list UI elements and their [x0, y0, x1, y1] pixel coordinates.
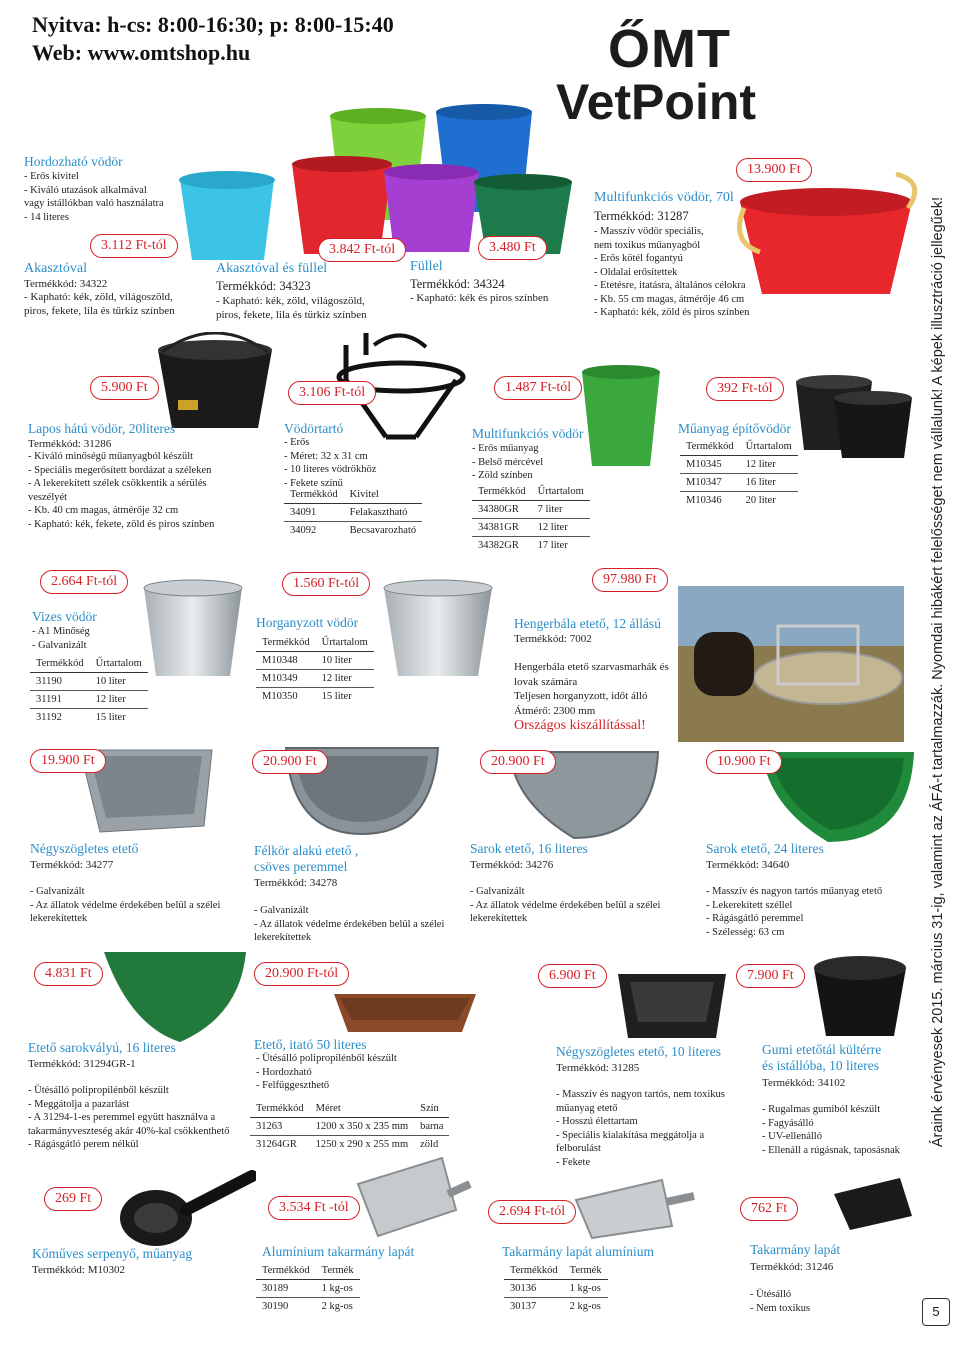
price-badge: 2.694 Ft-tól — [488, 1200, 576, 1224]
table-cell: 12 liter — [740, 456, 798, 474]
price-badge: 3.112 Ft-tól — [90, 234, 178, 258]
table-cell: 34091 — [284, 504, 344, 522]
product-code: Termékkód: 31285 — [556, 1062, 640, 1074]
green-corner-feeder-photo — [758, 746, 918, 846]
product-bullets: - Kapható: kék, zöld, világoszöld, piros, fekete, lila és türkiz színben — [216, 295, 367, 321]
product-code: Termékkód: 34322 — [24, 278, 108, 290]
product-code: Termékkód: 31286 — [28, 438, 112, 450]
product-bullets: - Kapható: kék, zöld, világoszöld, piros, fekete, lila és türkiz színben — [24, 291, 175, 317]
table-cell: 1250 x 290 x 255 mm — [315, 1139, 409, 1150]
table-cell: 12 liter — [532, 519, 590, 537]
table-cell: 34381GR — [472, 519, 532, 537]
price-badge: 1.560 Ft-tól — [282, 572, 370, 596]
product-title: Takarmány lapát alumínium — [502, 1244, 655, 1259]
table-row — [256, 652, 374, 670]
table-row — [680, 474, 798, 492]
price-badge: 3.480 Ft — [478, 236, 547, 260]
table-header-cell: Termékkód — [284, 486, 344, 504]
price-badge: 392 Ft-tól — [706, 377, 784, 401]
price-badge: 3.106 Ft-tól — [288, 381, 376, 405]
product-bullets: - Erős műanyag - Belső mércével - Zöld színben — [472, 443, 544, 481]
price-badge: 20.900 Ft — [480, 750, 556, 774]
price-badge: 1.487 Ft-tól — [494, 376, 582, 400]
variant-table — [284, 486, 422, 539]
table-row — [680, 492, 798, 510]
product-title: Vödörtartó — [284, 421, 344, 436]
table-row — [256, 688, 374, 706]
table-header-row — [30, 655, 148, 673]
green-corner-trough-photo — [100, 946, 250, 1046]
price-badge: 762 Ft — [740, 1197, 798, 1221]
product-code: Termékkód: 7002 — [514, 633, 592, 645]
table-cell: 34382GR — [478, 540, 519, 551]
table-row — [256, 670, 374, 688]
product-title: Hordozható vödör — [24, 154, 123, 169]
table-header-cell: Termékkód — [30, 655, 90, 673]
table-row — [30, 673, 148, 691]
mortar-pan-photo — [116, 1170, 256, 1250]
product-code: Termékkód: 34324 — [410, 277, 505, 291]
table-cell: 31263 — [250, 1118, 310, 1136]
table-row — [256, 1298, 360, 1316]
table-cell: 34380GR — [472, 501, 532, 519]
galvanized-bucket-photo — [138, 568, 248, 680]
variant-table — [472, 483, 590, 554]
table-header-cell: Űrtartalom — [740, 438, 798, 456]
product-title: Műanyag építővödör — [678, 421, 791, 436]
table-cell: 31190 — [30, 673, 90, 691]
table-header-cell: Termékkód — [256, 634, 316, 652]
validity-disclaimer — [908, 160, 952, 1200]
product-code: Termékkód: 34323 — [216, 279, 311, 293]
product-title: Takarmány lapát — [750, 1242, 841, 1257]
price-badge: 19.900 Ft — [30, 749, 106, 773]
price-badge: 4.831 Ft — [34, 962, 103, 986]
price-badge: 269 Ft — [44, 1187, 102, 1211]
product-title: Multifunkciós vödör, 70l — [594, 190, 734, 205]
aluminium-scoop-photo — [572, 1176, 696, 1240]
table-header-cell: Űrtartalom — [316, 634, 374, 652]
variant-table — [680, 438, 798, 509]
table-header-row — [472, 483, 590, 501]
table-cell: 1200 x 350 x 235 mm — [310, 1118, 414, 1136]
opening-hours: Nyitva: h-cs: 8:00-16:30; p: 8:00-15:40 — [32, 12, 394, 37]
product-bullets: - Masszív és nagyon tartós, nem toxikus műanyag etető - Hosszú élettartam - Speciális kialakítása meggátolja a felborulást - Fekete — [556, 1089, 725, 1168]
price-badge: 3.534 Ft -tól — [268, 1196, 360, 1220]
table-cell: 10 liter — [90, 673, 148, 691]
product-code: Termékkód: 34277 — [30, 859, 114, 871]
table-cell: 1 kg-os — [316, 1280, 360, 1298]
table-cell: zöld — [420, 1139, 439, 1150]
bucket-cyan — [179, 171, 275, 260]
table-cell: M10350 — [262, 691, 298, 702]
product-bullets: Hengerbála etető szarvasmarhák és lovak számára Teljesen horganyzott, időt álló Átmérő: 2300 mm — [514, 661, 669, 717]
table-header-row — [256, 634, 374, 652]
page-number: 5 — [922, 1298, 950, 1326]
product-code: Termékkód: 31287 — [594, 209, 689, 223]
table-cell: barna — [414, 1118, 449, 1136]
product-code: Termékkód: 34276 — [470, 859, 554, 871]
table-cell: 20 liter — [745, 495, 776, 506]
table-header-row — [680, 438, 798, 456]
table-header-cell: Termékkód — [256, 1262, 316, 1280]
table-row — [504, 1280, 608, 1298]
table-header-cell: Kivitel — [344, 486, 422, 504]
table-header-cell: Termék — [564, 1262, 608, 1280]
table-cell: 31192 — [36, 712, 62, 723]
table-cell: 2 kg-os — [321, 1301, 353, 1312]
product-title: Sarok etető, 24 literes — [706, 841, 824, 856]
product-title: Hengerbála etető, 12 állású — [514, 616, 661, 631]
black-building-buckets-photo — [790, 358, 920, 462]
table-header-cell: Termékkód — [680, 438, 740, 456]
table-header-row — [504, 1262, 608, 1280]
table-cell: 31264GR — [256, 1139, 297, 1150]
product-bullets: - Masszív és nagyon tartós műanyag etető - Lekerekített széllel - Rágásgátló peremmel - Szélesség: 63 cm — [706, 886, 883, 938]
product-title: Négyszögletes etető — [30, 841, 139, 856]
product-title: Multifunkciós vödör — [472, 426, 584, 441]
table-header-cell: Űrtartalom — [532, 483, 590, 501]
table-cell: M10347 — [680, 474, 740, 492]
table-header-cell: Szín — [414, 1100, 449, 1118]
black-square-feeder-photo — [612, 964, 732, 1044]
product-title: Négyszögletes etető, 10 literes — [556, 1044, 721, 1059]
table-row — [472, 519, 590, 537]
product-title: Etető sarokvályú, 16 literes — [28, 1040, 176, 1055]
table-row — [284, 522, 422, 540]
product-bullets: - Erős - Méret: 32 x 31 cm - 10 literes vödrökhöz - Fekete színű — [284, 437, 377, 489]
table-cell: 15 liter — [95, 712, 126, 723]
table-cell: Felakasztható — [344, 504, 422, 522]
product-title: Félkör alakú etető , csöves peremmel — [254, 843, 359, 874]
variant-table — [250, 1100, 449, 1153]
product-bullets: - Galvanizált - Az állatok védelme érdekében belül a szélei lekerekítettek — [470, 886, 661, 924]
price-badge: 2.664 Ft-tól — [40, 570, 128, 594]
rubber-bowl-photo — [810, 950, 910, 1040]
price-badge: 97.980 Ft — [592, 568, 668, 592]
table-cell: 16 liter — [740, 474, 798, 492]
product-code: Termékkód: 34640 — [706, 859, 790, 871]
price-badge: 6.900 Ft — [538, 964, 607, 988]
table-row — [250, 1136, 449, 1154]
table-row — [30, 691, 148, 709]
table-cell: 1 kg-os — [564, 1280, 608, 1298]
table-cell: M10345 — [680, 456, 740, 474]
table-header-row — [284, 486, 422, 504]
table-cell: 30190 — [262, 1301, 289, 1312]
product-bullets: - Galvanizált - Az állatok védelme érdekében belül a szélei lekerekítettek — [254, 905, 445, 943]
table-cell: M10349 — [256, 670, 316, 688]
disclaimer-text: Áraink érvényesek 2015. március 31-ig, valamint az ÁFÁ-t tartalmazzák. Nyomdai hibákért felelősséget nem vállalunk! A képek illusztráció jellegűek! — [930, 196, 946, 1148]
product-title: Füllel — [410, 259, 443, 274]
table-header-cell: Méret — [310, 1100, 414, 1118]
variant-table — [256, 1262, 360, 1315]
logo-vetpoint: VetPoint — [556, 74, 757, 130]
table-header-cell: Űrtartalom — [90, 655, 148, 673]
price-badge: 10.900 Ft — [706, 750, 782, 774]
price-badge: 20.900 Ft — [252, 750, 328, 774]
table-cell: 12 liter — [90, 691, 148, 709]
table-cell: 15 liter — [321, 691, 352, 702]
table-header-cell: Termék — [316, 1262, 360, 1280]
aluminium-scoop-photo — [352, 1154, 472, 1240]
table-cell: 17 liter — [537, 540, 568, 551]
shipping-note: Országos kiszállítással! — [514, 718, 646, 733]
product-title: Kőműves serpenyő, műanyag — [32, 1246, 193, 1261]
product-bullets: - Erős kivitel - Kiváló utazások alkalmával vagy istállókban való használatra - 14 literes — [24, 171, 164, 223]
table-row — [250, 1118, 449, 1136]
price-badge: 7.900 Ft — [736, 964, 805, 988]
variant-table — [256, 634, 374, 705]
price-badge: 13.900 Ft — [736, 158, 812, 182]
price-badge: 5.900 Ft — [90, 376, 159, 400]
plastic-scoop-photo — [830, 1174, 918, 1234]
product-title: Gumi etetőtál kültérre és istállóba, 10 literes — [762, 1042, 882, 1073]
website-url[interactable]: Web: www.omtshop.hu — [32, 40, 251, 65]
black-flatback-bucket-photo — [150, 332, 280, 432]
table-row — [472, 501, 590, 519]
variant-table — [30, 655, 148, 726]
table-row — [284, 504, 422, 522]
product-bullets: - Ütésálló - Nem toxikus — [750, 1289, 811, 1314]
product-bullets: - Kiváló minőségű műanyagból készült - Speciális megerősített bordázat a széleken - A lekerekített szélek csökkentik a sérülés veszélyét - Kb. 40 cm magas, átmérője 32 cm - Kapható: kék, fekete, zöld és piros színben — [28, 451, 215, 530]
price-badge: 3.842 Ft-tól — [318, 238, 406, 262]
table-row — [504, 1298, 608, 1316]
product-title: Sarok etető, 16 literes — [470, 841, 588, 856]
table-cell: 34092 — [290, 525, 317, 536]
product-title: Horganyzott vödör — [256, 615, 359, 630]
product-title: Vizes vödör — [32, 609, 97, 624]
product-code: Termékkód: 31246 — [750, 1261, 834, 1273]
product-bullets: - A1 Minőség - Galvanizált — [32, 626, 90, 651]
product-title: Etető, itató 50 literes — [254, 1037, 367, 1052]
product-title: Akasztóval — [24, 261, 87, 276]
product-code: Termékkód: 31294GR-1 — [28, 1058, 136, 1070]
galvanized-bucket-photo — [378, 572, 498, 680]
product-title: Akasztóval és füllel — [216, 261, 328, 276]
bale-feeder-photo — [678, 586, 904, 742]
product-bullets: - Galvanizált - Az állatok védelme érdekében belül a szélei lekerekítettek — [30, 886, 221, 924]
table-cell: 2 kg-os — [569, 1301, 601, 1312]
table-cell: 31191 — [30, 691, 90, 709]
table-row — [30, 709, 148, 727]
table-cell: 30189 — [256, 1280, 316, 1298]
product-code: Termékkód: 34102 — [762, 1077, 846, 1089]
table-header-cell: Termékkód — [472, 483, 532, 501]
product-bullets: - Kapható: kék és piros színben — [410, 292, 549, 304]
product-title: Lapos hátú vödör, 20literes — [28, 421, 176, 436]
table-header-row — [250, 1100, 449, 1118]
table-cell: M10346 — [686, 495, 722, 506]
product-title: Alumínium takarmány lapát — [262, 1244, 415, 1259]
variant-table — [504, 1262, 608, 1315]
table-row — [472, 537, 590, 555]
product-code: Termékkód: M10302 — [32, 1264, 126, 1276]
table-cell: Becsavarozható — [349, 525, 417, 536]
table-header-cell: Termékkód — [250, 1100, 310, 1118]
table-cell: 7 liter — [532, 501, 590, 519]
product-bullets: - Ütésálló polipropilénből készült - Hordozható - Felfüggeszthető — [256, 1053, 397, 1091]
table-header-cell: Termékkód — [504, 1262, 564, 1280]
table-row — [256, 1280, 360, 1298]
product-code: Termékkód: 34278 — [254, 877, 338, 889]
price-badge: 20.900 Ft-tól — [254, 962, 349, 986]
logo-omt: ŐMT — [608, 19, 731, 79]
product-bullets: - Ütésálló polipropilénből készült - Meggátolja a pazarlást - A 31294-1-es peremmel együtt használva a takarmányveszteség akár 40%-kal csökkenthető - Rágásgátló perem nélkül — [28, 1085, 230, 1150]
table-cell: 30137 — [510, 1301, 537, 1312]
table-header-row — [256, 1262, 360, 1280]
table-cell: 10 liter — [316, 652, 374, 670]
product-bullets: - Masszív vödör speciális, nem toxikus műanyagból - Erős kötél fogantyú - Oldalai erősítettek - Etetésre, itatásra, általános célokra - Kb. 55 cm magas, átmérője 46 cm - Kapható: kék, zöld és piros színben — [594, 226, 750, 318]
product-bullets: - Rugalmas gumiból készült - Fagyásálló - UV-ellenálló - Ellenáll a rúgásnak, taposásnak — [762, 1104, 900, 1156]
table-cell: 12 liter — [316, 670, 374, 688]
table-row — [680, 456, 798, 474]
table-cell: M10348 — [256, 652, 316, 670]
table-cell: 30136 — [504, 1280, 564, 1298]
trough-50l-photo — [330, 990, 480, 1036]
